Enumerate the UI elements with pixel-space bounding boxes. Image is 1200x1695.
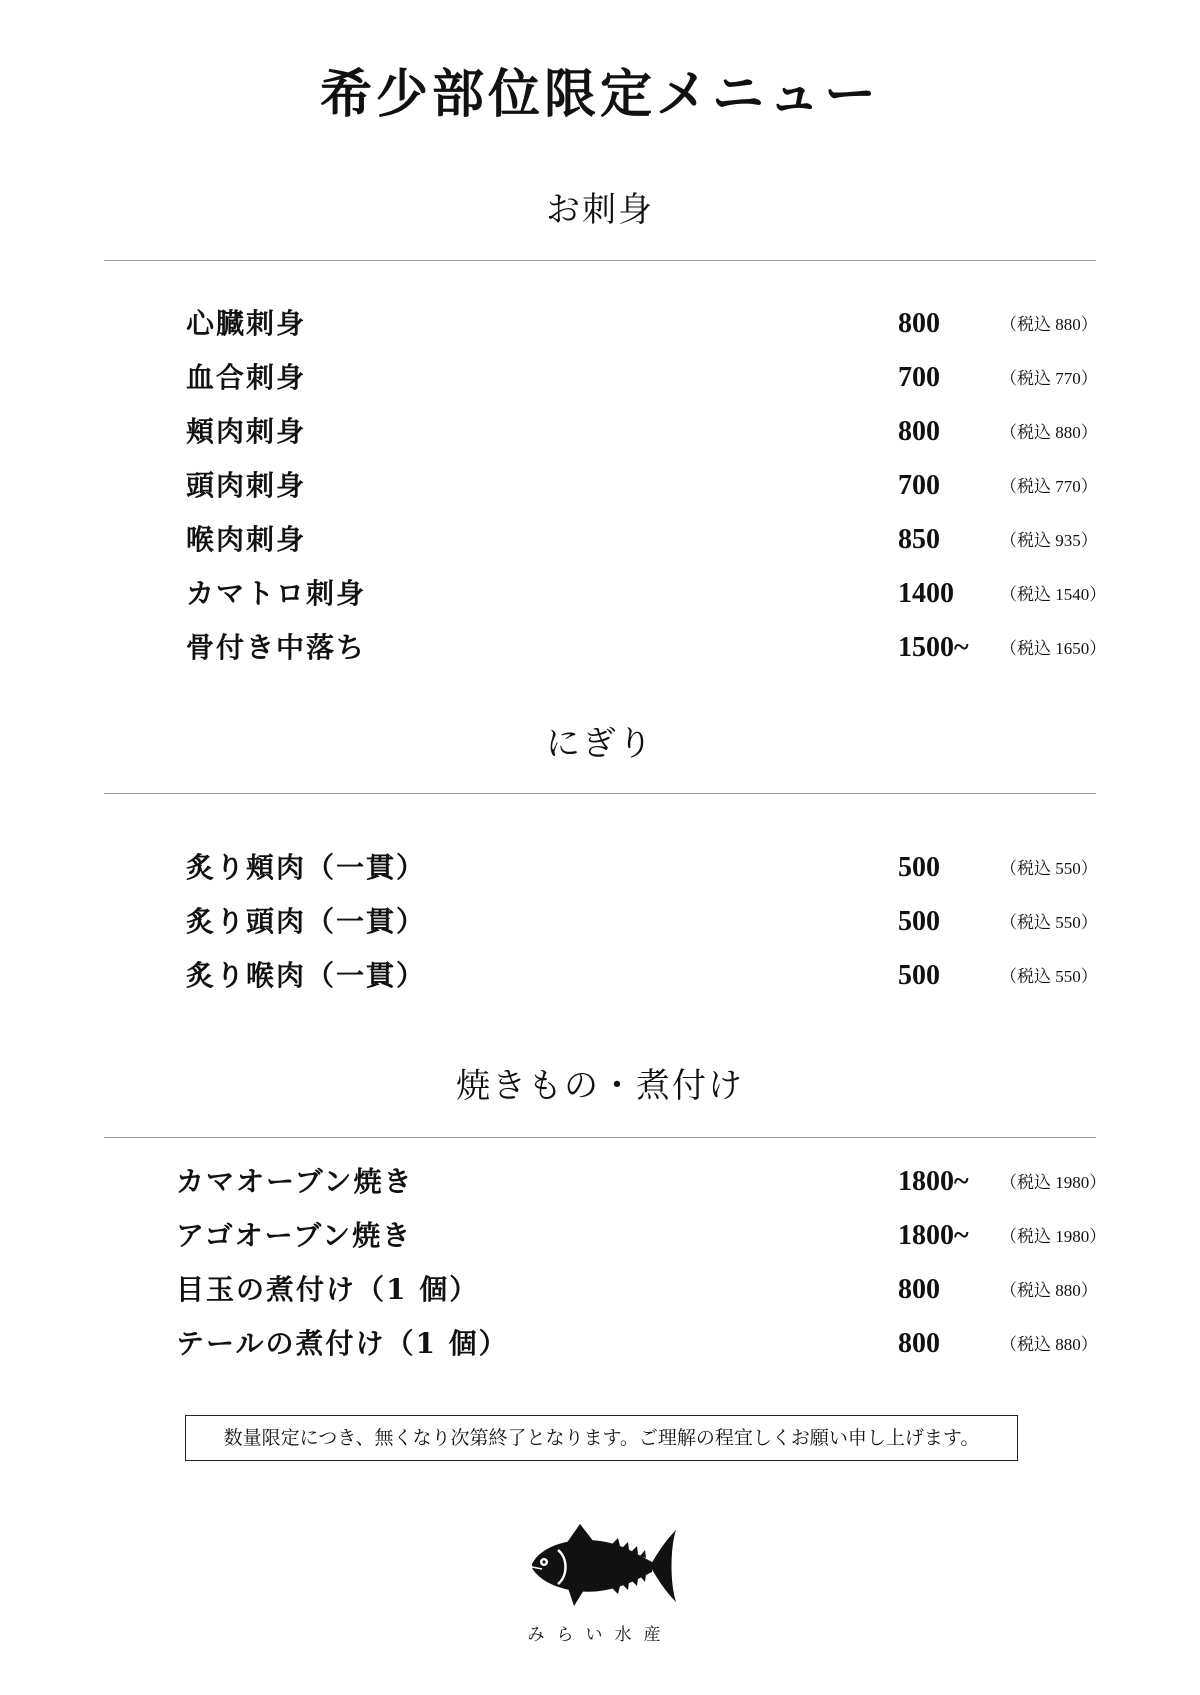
item-tax-price: （税込 880） [1000, 423, 1098, 442]
item-price: 1500~ [898, 632, 969, 663]
item-price: 850 [898, 524, 940, 555]
menu-item [0, 628, 1200, 682]
item-price: 800 [898, 1274, 940, 1305]
item-name: 頬肉刺身 [186, 415, 307, 448]
menu-item [0, 304, 1200, 358]
item-tax-price: （税込 935） [1000, 531, 1098, 550]
item-tax-price: （税込 880） [1000, 315, 1098, 334]
menu-item [0, 956, 1200, 1010]
section-heading: お刺身 [546, 190, 654, 230]
section-divider [104, 260, 1096, 261]
item-price: 700 [898, 362, 940, 393]
menu-item [0, 358, 1200, 412]
menu-item [0, 1270, 1200, 1324]
section-grilled-simmered [0, 1066, 1200, 1106]
item-tax-price: （税込 550） [1000, 967, 1098, 986]
section-divider [104, 793, 1096, 794]
limited-quantity-notice: 数量限定につき、無くなり次第終了となります。ご理解の程宜しくお願い申し上げます。 [185, 1415, 1018, 1461]
item-tax-price: （税込 880） [1000, 1335, 1098, 1354]
item-price: 800 [898, 308, 940, 339]
item-name: 骨付き中落ち [186, 631, 367, 664]
item-price: 500 [898, 906, 940, 937]
item-tax-price: （税込 770） [1000, 369, 1098, 388]
menu-item [0, 902, 1200, 956]
menu-item [0, 466, 1200, 520]
menu-list-grilled-simmered [0, 1162, 1200, 1378]
brand-name: みらい水産 [527, 1625, 673, 1645]
menu-item [0, 412, 1200, 466]
item-tax-price: （税込 550） [1000, 913, 1098, 932]
item-price: 1800~ [898, 1220, 969, 1251]
section-heading: にぎり [546, 724, 654, 764]
item-tax-price: （税込 1980） [1000, 1227, 1107, 1246]
item-tax-price: （税込 1650） [1000, 639, 1107, 658]
menu-list-sashimi [0, 304, 1200, 682]
item-tax-price: （税込 770） [1000, 477, 1098, 496]
menu-item [0, 1324, 1200, 1378]
item-name: 目玉の煮付け（1 個） [176, 1273, 480, 1306]
tuna-fish-icon [528, 1522, 678, 1608]
item-name: 喉肉刺身 [186, 523, 307, 556]
item-price: 800 [898, 1328, 940, 1359]
menu-list-nigiri [0, 848, 1200, 1010]
page-title: 希少部位限定メニュー [319, 64, 880, 125]
item-name: カマオーブン焼き [176, 1165, 414, 1198]
item-name: 炙り頬肉（一貫） [186, 851, 427, 884]
item-price: 500 [898, 960, 940, 991]
item-name: 炙り頭肉（一貫） [186, 905, 427, 938]
item-name: カマトロ刺身 [186, 577, 367, 610]
item-name: 頭肉刺身 [186, 469, 307, 502]
item-price: 700 [898, 470, 940, 501]
item-price: 800 [898, 416, 940, 447]
item-tax-price: （税込 550） [1000, 859, 1098, 878]
item-name: 炙り喉肉（一貫） [186, 959, 427, 992]
section-nigiri [0, 724, 1200, 764]
item-tax-price: （税込 1540） [1000, 585, 1107, 604]
item-name: アゴオーブン焼き [176, 1219, 413, 1252]
item-name: 心臓刺身 [186, 307, 307, 340]
item-tax-price: （税込 1980） [1000, 1173, 1107, 1192]
menu-item [0, 1162, 1200, 1216]
section-heading: 焼きもの・煮付け [456, 1066, 744, 1106]
section-divider [104, 1137, 1096, 1138]
item-tax-price: （税込 880） [1000, 1281, 1098, 1300]
menu-item [0, 848, 1200, 902]
item-name: 血合刺身 [186, 361, 307, 394]
menu-item [0, 520, 1200, 574]
item-name: テールの煮付け（1 個） [176, 1327, 509, 1360]
item-price: 1400 [898, 578, 954, 609]
item-price: 500 [898, 852, 940, 883]
section-sashimi [0, 190, 1200, 230]
menu-item [0, 1216, 1200, 1270]
menu-item [0, 574, 1200, 628]
item-price: 1800~ [898, 1166, 969, 1197]
